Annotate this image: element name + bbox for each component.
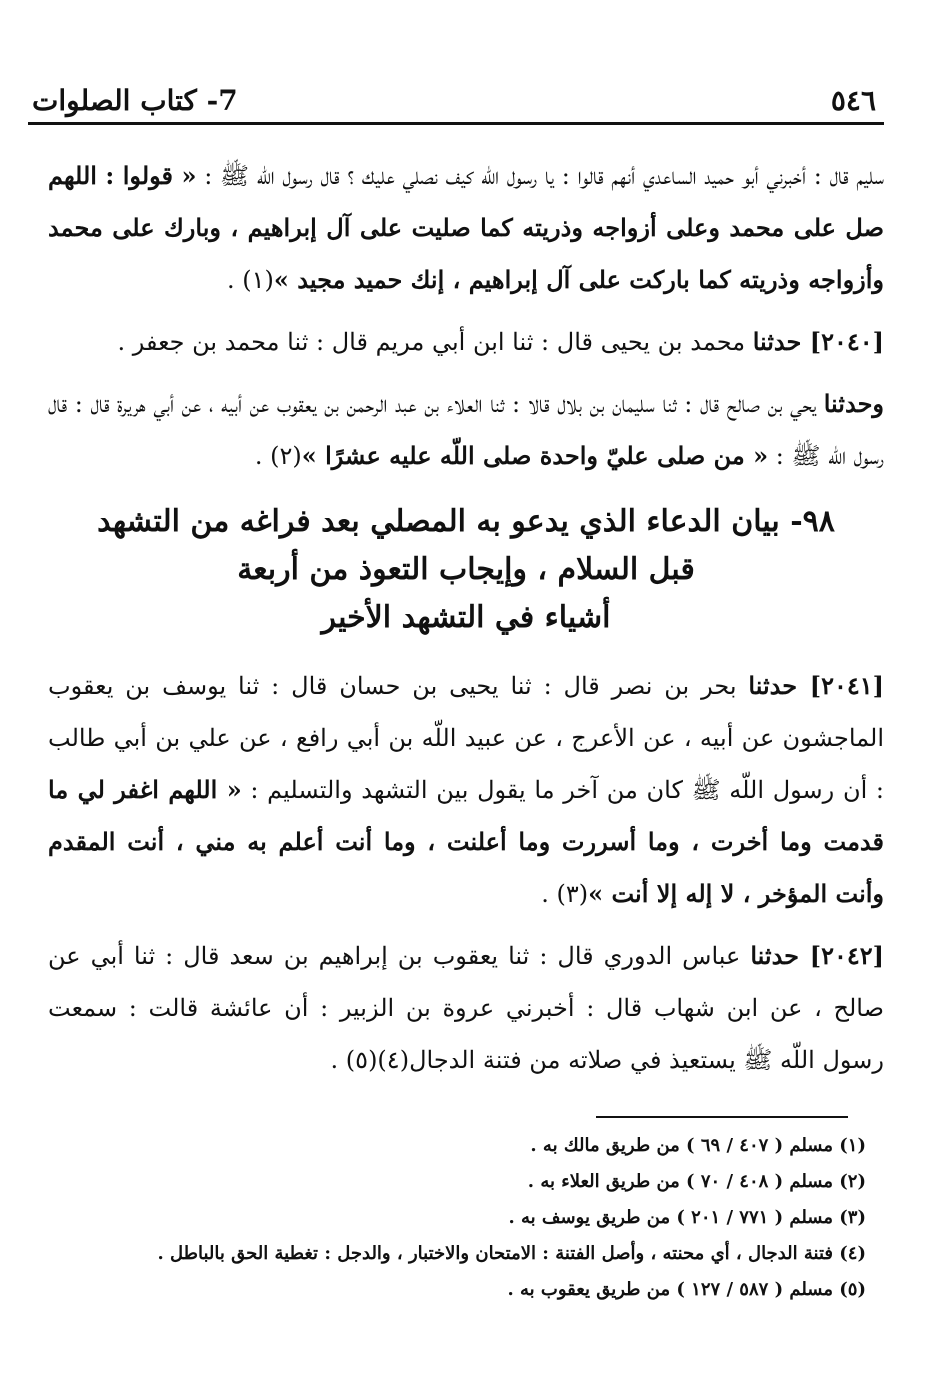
footnote: (١) مسلم ( ٤٠٧ / ٦٩ ) من طريق مالك به . <box>530 1135 866 1156</box>
footnote-ref-3: (٣) . <box>541 880 589 908</box>
paragraph-2041-hadith: « اللهم اغفر لي ما قدمت وما أخرت ، وما أسررت وما أعلنت ، وما أنت أعلم به مني ، أنت المقدم وأنت المؤخر ، لا إله إلا أنت » <box>48 775 884 908</box>
hadith-number-2040: [٢٠٤٠] حدثنا <box>752 327 884 356</box>
main-text <box>48 150 884 1096</box>
footnote: (٣) مسلم ( ٧٧١ / ٢٠١ ) من طريق يوسف به . <box>508 1207 866 1228</box>
section-heading <box>48 498 884 642</box>
hadith-number-2042: [٢٠٤٢] حدثنا <box>750 941 884 970</box>
footnote-divider <box>596 1116 848 1118</box>
paragraph-1-text: سليم قال : أخبرني أبو حميد الساعدي أنهم قالوا : يا رسول اللّه كيف نصلي عليك ؟ قال رسول اللّه ﷺ : <box>196 162 884 190</box>
page-header <box>28 84 884 125</box>
paragraph-3-lead: وحدثنا <box>823 389 884 418</box>
paragraph-2041-text: بحر بن نصر قال : ثنا يحيى بن حسان قال : ثنا يوسف بن يعقوب الماجشون عن أبيه ، عن الأعرج ، عن عبيد اللّه بن أبي رافع ، عن علي بن أبي طالب : أن رسول اللّه ﷺ كان من آخر ما يقول بين التشهد والتسليم : <box>48 672 885 804</box>
paragraph-1-hadith: « قولوا : اللهم صل على محمد وعلى أزواجه وذريته كما صليت على آل إبراهيم ، وبارك على محمد وأزواجه وذريته كما باركت على آل إبراهيم ، إنك حميد مجيد » <box>48 161 884 294</box>
paragraph-1 <box>48 150 884 306</box>
chapter-title: 7- كتاب الصلوات <box>32 84 238 117</box>
section-heading-line-1: ٩٨- بيان الدعاء الذي يدعو به المصلي بعد فراغه من التشهد <box>97 504 835 539</box>
footnote: (٥) مسلم ( ٥٨٧ / ١٢٧ ) من طريق يعقوب به . <box>507 1279 866 1300</box>
paragraph-2041 <box>48 660 884 920</box>
paragraph-2040 <box>48 316 884 368</box>
paragraph-3 <box>48 378 884 482</box>
paragraph-2042 <box>48 930 884 1086</box>
section-heading-line-2: قبل السلام ، وإيجاب التعوذ من أربعة <box>237 552 695 587</box>
section-heading-line-3: أشياء في التشهد الأخير <box>321 600 611 635</box>
paragraph-3-text: يحي بن صالح قال : ثنا سليمان بن بلال قالا : ثنا العلاء بن عبد الرحمن بن يعقوب عن أبيه ، عن أبي هريرة قال : قال رسول اللّه ﷺ : <box>48 390 884 470</box>
footnote-ref-1: (١) . <box>226 266 274 294</box>
paragraph-2042-text: عباس الدوري قال : ثنا يعقوب بن إبراهيم بن سعد قال : ثنا أبي عن صالح ، عن ابن شهاب قال : أخبرني عروة بن الزبير : أن عائشة قالت : سمعت رسول اللّه ﷺ يستعيذ في صلاته من فتنة الدجال <box>48 942 884 1074</box>
hadith-number-2041: [٢٠٤١] حدثنا <box>748 671 884 700</box>
footnote-ref-2: (٢) . <box>254 442 302 470</box>
paragraph-2040-text: محمد بن يحيى قال : ثنا ابن أبي مريم قال : ثنا محمد بن جعفر . <box>117 328 753 356</box>
footnote-ref-4-5: (٤)(٥) . <box>330 1046 410 1074</box>
footnote: (٤) فتنة الدجال ، أي محنته ، وأصل الفتنة : الامتحان والاختبار ، والدجل : تغطية الحق بالباطل . <box>157 1243 866 1264</box>
paragraph-3-hadith: « من صلى عليّ واحدة صلى اللّه عليه عشرًا » <box>301 441 769 470</box>
footnote: (٢) مسلم ( ٤٠٨ / ٧٠ ) من طريق العلاء به . <box>527 1171 866 1192</box>
page-number: ٥٤٦ <box>830 84 876 117</box>
footnotes <box>48 1128 866 1308</box>
